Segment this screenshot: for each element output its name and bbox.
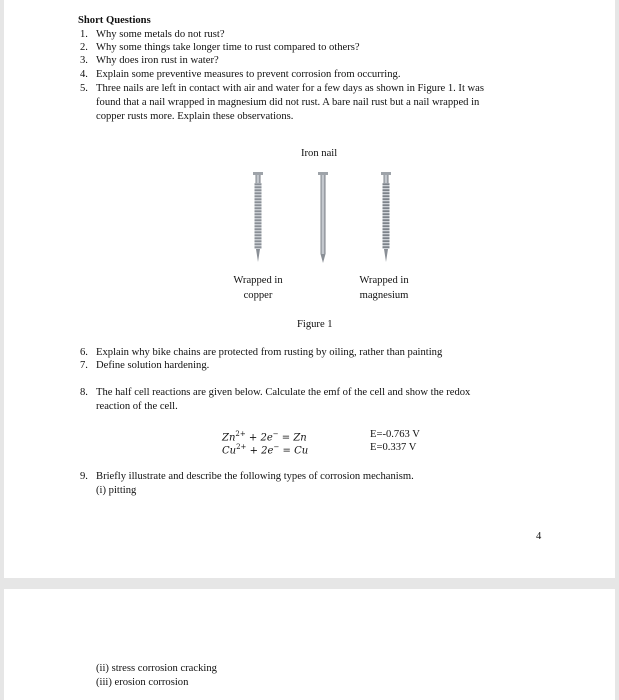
question-9-sub-iii: (iii) erosion corrosion xyxy=(96,677,189,688)
question-5-line-1: Three nails are left in contact with air and water for a few days as shown in Figure 1. It was xyxy=(96,83,485,94)
figure-label-magnesium-line-2: magnesium xyxy=(359,290,409,301)
question-number: 6. xyxy=(80,347,88,358)
figure-label-copper-line-1: Wrapped in xyxy=(233,275,283,286)
question-number: 1. xyxy=(80,29,88,40)
question-9-sub-i: (i) pitting xyxy=(96,485,137,496)
question-number: 8. xyxy=(80,387,88,398)
question-2-text: Why some things take longer time to rust compared to others? xyxy=(96,42,360,53)
question-5-line-2: found that a nail wrapped in magnesium did not rust. A bare nail rust but a nail wrapped in xyxy=(96,97,480,108)
question-number: 4. xyxy=(80,69,88,80)
page-number: 4 xyxy=(536,531,542,542)
question-8-line-1: The half cell reactions are given below. Calculate the emf of the cell and show the redox xyxy=(96,387,471,398)
question-6-text: Explain why bike chains are protected from rusting by oiling, rather than painting xyxy=(96,347,443,358)
figure-label-iron-nail: Iron nail xyxy=(301,148,338,159)
question-7-text: Define solution hardening. xyxy=(96,360,210,371)
question-9-text: Briefly illustrate and describe the following types of corrosion mechanism. xyxy=(96,471,414,482)
nail-magnesium-wrapped xyxy=(381,172,391,262)
question-4-text: Explain some preventive measures to prevent corrosion from occurring. xyxy=(96,69,401,80)
nails-illustration xyxy=(244,170,404,266)
question-9-sub-ii: (ii) stress corrosion cracking xyxy=(96,663,217,674)
question-number: 7. xyxy=(80,360,88,371)
figure-caption: Figure 1 xyxy=(297,319,333,330)
document-page-1 xyxy=(4,0,615,578)
figure-label-copper-line-2: copper xyxy=(243,290,273,301)
question-8-line-2: reaction of the cell. xyxy=(96,401,178,412)
reaction-zinc: $Zn^{2+} + 2e^- = Zn$ xyxy=(222,430,307,444)
question-number: 2. xyxy=(80,42,88,53)
question-number: 9. xyxy=(80,471,88,482)
nail-bare-iron xyxy=(318,172,328,263)
reaction-copper-potential: E=0.337 V xyxy=(370,442,417,453)
reaction-copper: $Cu^{2+} + 2e^- = Cu$ xyxy=(222,443,309,457)
question-5-line-3: copper rusts more. Explain these observations. xyxy=(96,111,294,122)
question-number: 5. xyxy=(80,83,88,94)
figure-label-magnesium-line-1: Wrapped in xyxy=(359,275,409,286)
question-number: 3. xyxy=(80,55,88,66)
question-1-text: Why some metals do not rust? xyxy=(96,29,225,40)
nail-copper-wrapped xyxy=(253,172,263,262)
section-title: Short Questions xyxy=(78,15,151,26)
question-3-text: Why does iron rust in water? xyxy=(96,55,219,66)
reaction-zinc-potential: E=-0.763 V xyxy=(370,429,420,440)
document-page-2 xyxy=(4,589,615,700)
